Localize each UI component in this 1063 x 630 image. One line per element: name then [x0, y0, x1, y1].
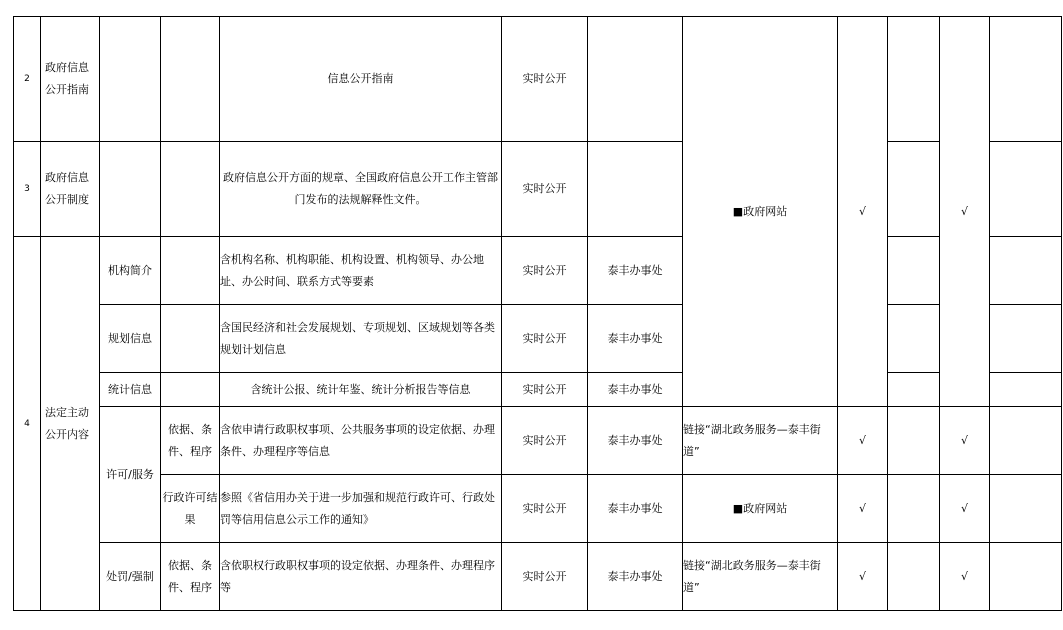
empty-cell — [161, 305, 220, 373]
empty-cell — [888, 17, 940, 142]
channel-cell: ■政府网站 — [683, 475, 838, 543]
org-cell: 泰丰办事处 — [588, 305, 683, 373]
content-cell: 含依职权行政职权事项的设定依据、办理条件、办理程序等 — [220, 543, 502, 611]
sub-item-name: 许可/服务 — [100, 407, 161, 543]
table-row — [14, 373, 1062, 407]
empty-cell — [161, 237, 220, 305]
time-cell: 实时公开 — [502, 17, 588, 142]
org-cell: 泰丰办事处 — [588, 543, 683, 611]
empty-cell — [990, 305, 1062, 373]
time-cell: 实时公开 — [502, 475, 588, 543]
org-cell: 泰丰办事处 — [588, 237, 683, 305]
empty-cell — [100, 142, 161, 237]
channel-cell: ■政府网站 — [683, 17, 838, 407]
content-cell: 参照《省信用办关于进一步加强和规范行政许可、行政处罚等信用信息公示工作的通知》 — [220, 475, 502, 543]
org-cell: 泰丰办事处 — [588, 407, 683, 475]
channel-cell: 链接“湖北政务服务—泰丰街道” — [683, 407, 838, 475]
empty-cell — [990, 17, 1062, 142]
row-number: 4 — [14, 237, 41, 611]
org-cell: 泰丰办事处 — [588, 373, 683, 407]
item-name: 法定主动公开内容 — [41, 237, 100, 611]
table-row — [14, 305, 1062, 373]
empty-cell — [888, 543, 940, 611]
check-cell: √ — [940, 475, 990, 543]
org-cell — [588, 17, 683, 142]
empty-cell — [990, 142, 1062, 237]
empty-cell — [990, 237, 1062, 305]
item-name: 政府信息公开制度 — [41, 142, 100, 237]
empty-cell — [100, 17, 161, 142]
time-cell: 实时公开 — [502, 237, 588, 305]
content-cell: 含统计公报、统计年鉴、统计分析报告等信息 — [220, 373, 502, 407]
empty-cell — [990, 373, 1062, 407]
sub-item-name: 统计信息 — [100, 373, 161, 407]
empty-cell — [161, 142, 220, 237]
content-cell: 含依申请行政职权事项、公共服务事项的设定依据、办理条件、办理程序等信息 — [220, 407, 502, 475]
row-number: 3 — [14, 142, 41, 237]
content-cell: 含国民经济和社会发展规划、专项规划、区域规划等各类规划计划信息 — [220, 305, 502, 373]
check-cell: √ — [940, 543, 990, 611]
empty-cell — [990, 543, 1062, 611]
sub-item-name: 规划信息 — [100, 305, 161, 373]
sub-item-name: 处罚/强制 — [100, 543, 161, 611]
time-cell: 实时公开 — [502, 305, 588, 373]
table-row — [14, 475, 1062, 543]
table-row — [14, 237, 1062, 305]
check-cell: √ — [838, 475, 888, 543]
empty-cell — [990, 475, 1062, 543]
disclosure-table — [13, 16, 1062, 611]
table-row — [14, 142, 1062, 237]
time-cell: 实时公开 — [502, 142, 588, 237]
content-cell: 信息公开指南 — [220, 17, 502, 142]
empty-cell — [888, 142, 940, 237]
empty-cell — [990, 407, 1062, 475]
time-cell: 实时公开 — [502, 543, 588, 611]
check-cell: √ — [940, 407, 990, 475]
empty-cell — [161, 373, 220, 407]
detail-cell: 依据、条件、程序 — [161, 543, 220, 611]
empty-cell — [888, 475, 940, 543]
table-row — [14, 407, 1062, 475]
table-row — [14, 543, 1062, 611]
empty-cell — [888, 237, 940, 305]
empty-cell — [161, 17, 220, 142]
time-cell: 实时公开 — [502, 407, 588, 475]
org-cell: 泰丰办事处 — [588, 475, 683, 543]
check-cell: √ — [838, 17, 888, 407]
empty-cell — [888, 407, 940, 475]
check-cell: √ — [838, 407, 888, 475]
time-cell: 实时公开 — [502, 373, 588, 407]
detail-cell: 依据、条件、程序 — [161, 407, 220, 475]
sub-item-name: 机构简介 — [100, 237, 161, 305]
empty-cell — [888, 373, 940, 407]
content-cell: 含机构名称、机构职能、机构设置、机构领导、办公地址、办公时间、联系方式等要素 — [220, 237, 502, 305]
org-cell — [588, 142, 683, 237]
table-row — [14, 17, 1062, 142]
empty-cell — [888, 305, 940, 373]
check-cell: √ — [940, 17, 990, 407]
content-cell: 政府信息公开方面的规章、全国政府信息公开工作主管部门发布的法规解释性文件。 — [220, 142, 502, 237]
detail-cell: 行政许可结果 — [161, 475, 220, 543]
check-cell: √ — [838, 543, 888, 611]
item-name: 政府信息公开指南 — [41, 17, 100, 142]
channel-cell: 链接“湖北政务服务—泰丰街道” — [683, 543, 838, 611]
row-number: 2 — [14, 17, 41, 142]
